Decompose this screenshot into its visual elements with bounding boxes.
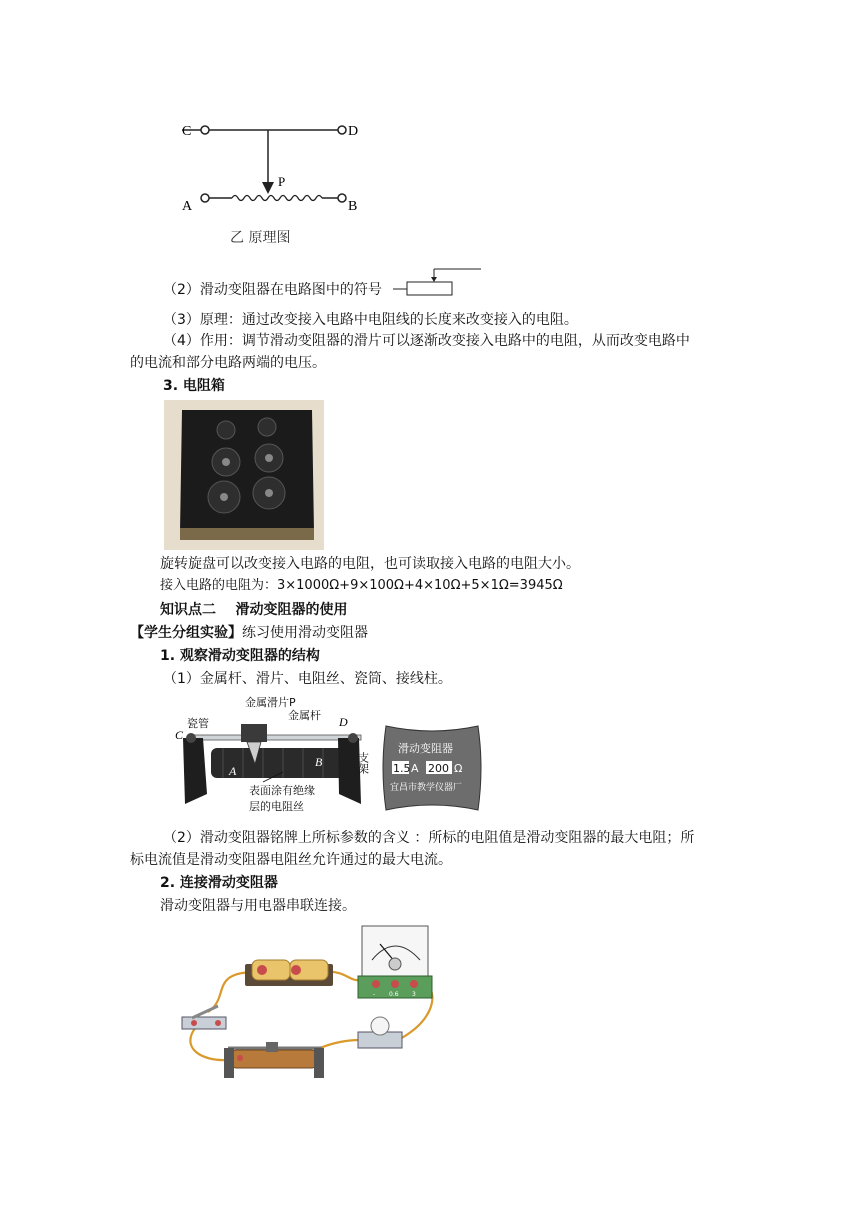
nameplate-current: 1.5 [393,762,411,775]
nameplate [380,722,484,814]
experiment-text: 练习使用滑动变阻器 [242,625,368,641]
structure-heading: 1. 观察滑动变阻器的结构 [160,648,320,664]
parts-text: （1）金属杆、滑片、电阻丝、瓷筒、接线柱。 [163,671,452,687]
label-slider: 金属滑片P [245,696,296,709]
nameplate-maker: 宜昌市教学仪器厂 [390,783,463,793]
label-bracket: 支架 [356,752,370,774]
label-b: B [348,199,358,214]
resistance-box-desc: 旋转旋盘可以改变接入电路的电阻，也可读取接入电路的电阻大小。 [160,556,580,572]
label-a-struct: A [229,764,237,778]
resistance-box-heading: 3. 电阻箱 [163,378,225,394]
knowledge2-heading: 知识点二 滑动变阻器的使用 [160,602,348,618]
nameplate-resistance: 200 [428,762,449,775]
diagram-caption: 乙 原理图 [230,230,291,246]
meaning-line-2: 标电流值是滑动变阻器电阻丝允许通过的最大电流。 [130,852,452,868]
function-text-2: 的电流和部分电路两端的电压。 [130,355,326,371]
ammeter-terminal-minus: - [373,991,376,998]
label-d: D [348,124,359,139]
label-tube: 瓷管 [187,717,209,730]
label-coil-2: 层的电阻丝 [249,800,304,813]
principle-diagram [170,118,370,253]
symbol-text: （2）滑动变阻器在电路图中的符号 [163,282,382,298]
label-coil-1: 表面涂有绝缘 [249,784,315,797]
ammeter-terminal-06: 0.6 [389,991,399,998]
label-c-struct: C [175,728,184,742]
nameplate-resistance-unit: Ω [454,762,463,775]
connect-text: 滑动变阻器与用电器串联连接。 [160,898,356,914]
circuit-figure [170,922,445,1082]
label-rod: 金属杆 [288,709,321,722]
nameplate-title: 滑动变阻器 [398,742,453,755]
connect-heading: 2. 连接滑动变阻器 [160,875,278,891]
rheostat-symbol [393,266,483,298]
label-p: P [278,174,286,189]
resistance-box-formula: 接入电路的电阻为：3×1000Ω+9×100Ω+4×10Ω+5×1Ω=3945Ω [160,578,563,593]
label-a: A [182,199,193,214]
principle-text: （3）原理：通过改变接入电路中电阻线的长度来改变接入的电阻。 [163,312,578,328]
label-b-struct: B [315,755,323,769]
experiment-tag: 【学生分组实验】 [130,625,242,641]
resistance-box-photo [164,400,324,550]
nameplate-current-unit: A [411,762,419,775]
rheostat-structure-figure [163,694,378,816]
meaning-line-1: （2）滑动变阻器铭牌上所标参数的含义 ：所标的电阻值是滑动变阻器的最大电阻；所 [163,830,695,846]
label-c: C [182,124,192,139]
function-text-1: （4）作用：调节滑动变阻器的滑片可以逐渐改变接入电路中的电阻，从而改变电路中 [163,333,690,349]
ammeter-terminal-3: 3 [412,991,416,998]
label-d-struct: D [339,715,348,729]
experiment-line [130,623,368,643]
